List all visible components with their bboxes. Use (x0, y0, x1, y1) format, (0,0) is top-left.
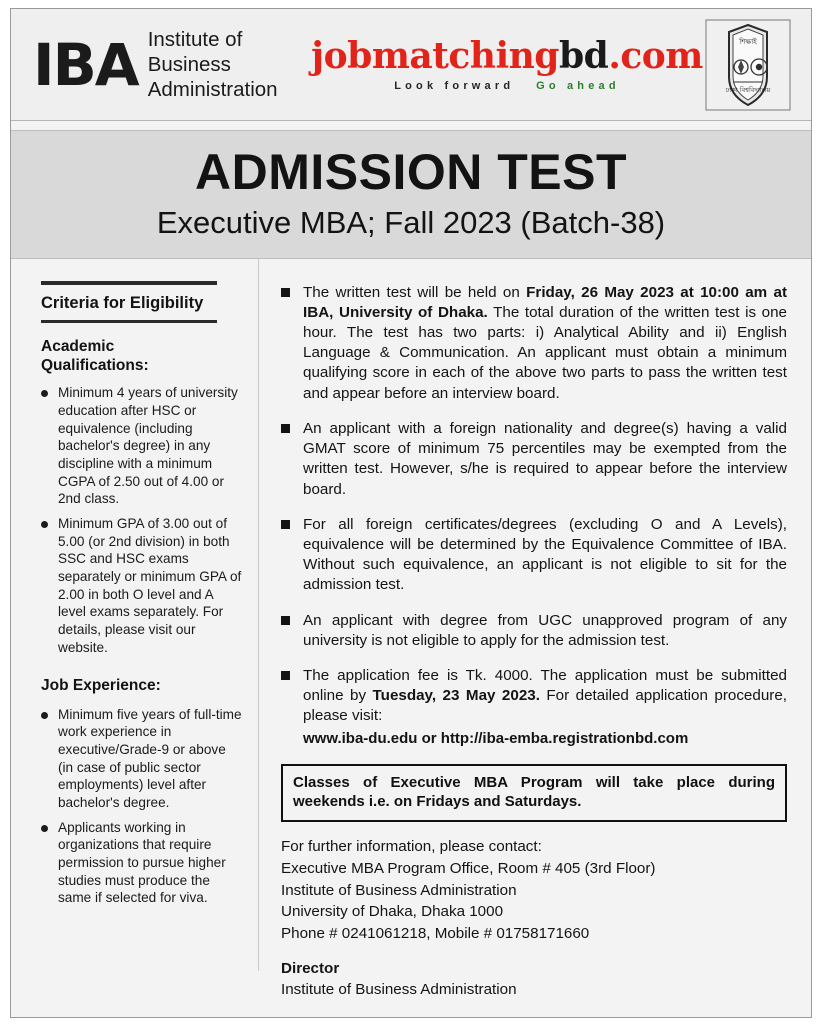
contact-block (281, 836, 787, 1001)
brand-part-2: bd (558, 34, 609, 77)
list-item: Applicants working in organizations that require permission to pursue higher studies must produce the same if selected for viva. (41, 819, 244, 907)
rule-under-criteria (41, 320, 217, 323)
title-bar (11, 130, 811, 259)
iba-monogram: IBA (33, 30, 138, 99)
contact-line: Institute of Business Administration (281, 881, 517, 899)
list-item: For all foreign certificates/degrees (excluding O and A Levels), equivalence will be determined by the Equivalence Committee of IBA. Without such equivalence, an applicant is not eligible to sit for the admission test. (281, 515, 787, 596)
list-item: Minimum 4 years of university education after HSC or equivalence (including bachelor's degree) in any discipline with a minimum CGPA of 2.50 out of 4.00 or 2nd class. (41, 384, 244, 508)
contact-line: Executive MBA Program Office, Room # 405 (3rd Floor) (281, 860, 656, 878)
director-label: Director (281, 959, 340, 977)
watermark-brand (301, 34, 703, 92)
svg-text:ঢাকা বিশ্ববিদ্যালয়: ঢাকা বিশ্ববিদ্যালয় (725, 85, 771, 94)
brand-tagline-left: Look forward (394, 79, 515, 92)
iba-logo-line-2: Business (147, 53, 231, 76)
content (11, 259, 811, 999)
contact-lead: For further information, please contact: (281, 837, 542, 855)
details-list (281, 283, 787, 749)
list-item: The written test will be held on Friday, 26 May 2023 at 10:00 am at IBA, University of Dhaka. The total duration of the written test is one hour. The test has two parts: i) Analytical Ability and ii) English Language & Communication. An applicant must obtain a minimum qualifying score in each of the above two parts to pass the written test and appear before an interview board. (281, 283, 787, 404)
details-column (259, 259, 811, 999)
iba-logo-text (148, 27, 278, 102)
page-title: ADMISSION TEST (194, 144, 628, 200)
director-org: Institute of Business Administration (281, 981, 517, 999)
job-experience-heading: Job Experience: (41, 677, 161, 695)
contact-line: University of Dhaka, Dhaka 1000 (281, 903, 504, 921)
class-schedule-note: Classes of Executive MBA Program will take place during weekends i.e. on Fridays and Saturdays. (281, 764, 787, 822)
academic-heading-line-1: Academic (41, 337, 115, 355)
rule-top (41, 281, 217, 285)
academic-heading-line-2: Qualifications: (41, 356, 149, 374)
iba-logo (11, 27, 301, 102)
du-seal-wrap (703, 19, 811, 111)
page-subtitle: Executive MBA; Fall 2023 (Batch-38) (156, 205, 666, 240)
job-experience-list (41, 706, 244, 907)
list-item: The application fee is Tk. 4000. The application must be submitted online by Tuesday, 23 May 2023. For detailed application procedure, please visit: www.iba-du.edu or http://iba-emba.registrationbd.com (281, 666, 787, 749)
brand-tagline-right: Go ahead (536, 79, 620, 92)
academic-heading (41, 337, 244, 376)
list-item: Minimum five years of full-time work experience in executive/Grade-9 or above (in case of public sector employments) level after bachelor's degree. (41, 706, 244, 812)
svg-text:শিক্ষাই: শিক্ষাই (739, 37, 757, 46)
list-item: Minimum GPA of 3.00 out of 5.00 (or 2nd division) in both SSC and HSC exams separately or minimum GPA of 2.00 in both O level and A level exams separately. For details, please visit our website. (41, 515, 244, 656)
academic-list (41, 384, 244, 656)
brand-part-3: .com (608, 34, 703, 77)
brand-part-1: jobmatching (311, 34, 559, 77)
brand-wordmark (311, 34, 703, 77)
contact-line: Phone # 0241061218, Mobile # 01758171660 (281, 924, 590, 942)
brand-tagline (311, 80, 703, 92)
iba-logo-line-3: Administration (147, 78, 278, 101)
poster-sheet (10, 8, 812, 1018)
list-item: An applicant with degree from UGC unapproved program of any university is not eligible to apply for the admission test. (281, 611, 787, 651)
application-websites[interactable]: www.iba-du.edu or http://iba-emba.registrationbd.com (303, 729, 689, 747)
list-item: An applicant with a foreign nationality and degree(s) having a valid GMAT score of minimum 75 percentiles may be exempted from the written test. However, s/he is required to appear before the interview board. (281, 419, 787, 500)
eligibility-column (11, 259, 259, 971)
iba-logo-line-1: Institute of (147, 28, 243, 51)
university-of-dhaka-seal-icon (705, 19, 791, 111)
header (11, 9, 811, 121)
criteria-heading: Criteria for Eligibility (41, 293, 204, 312)
